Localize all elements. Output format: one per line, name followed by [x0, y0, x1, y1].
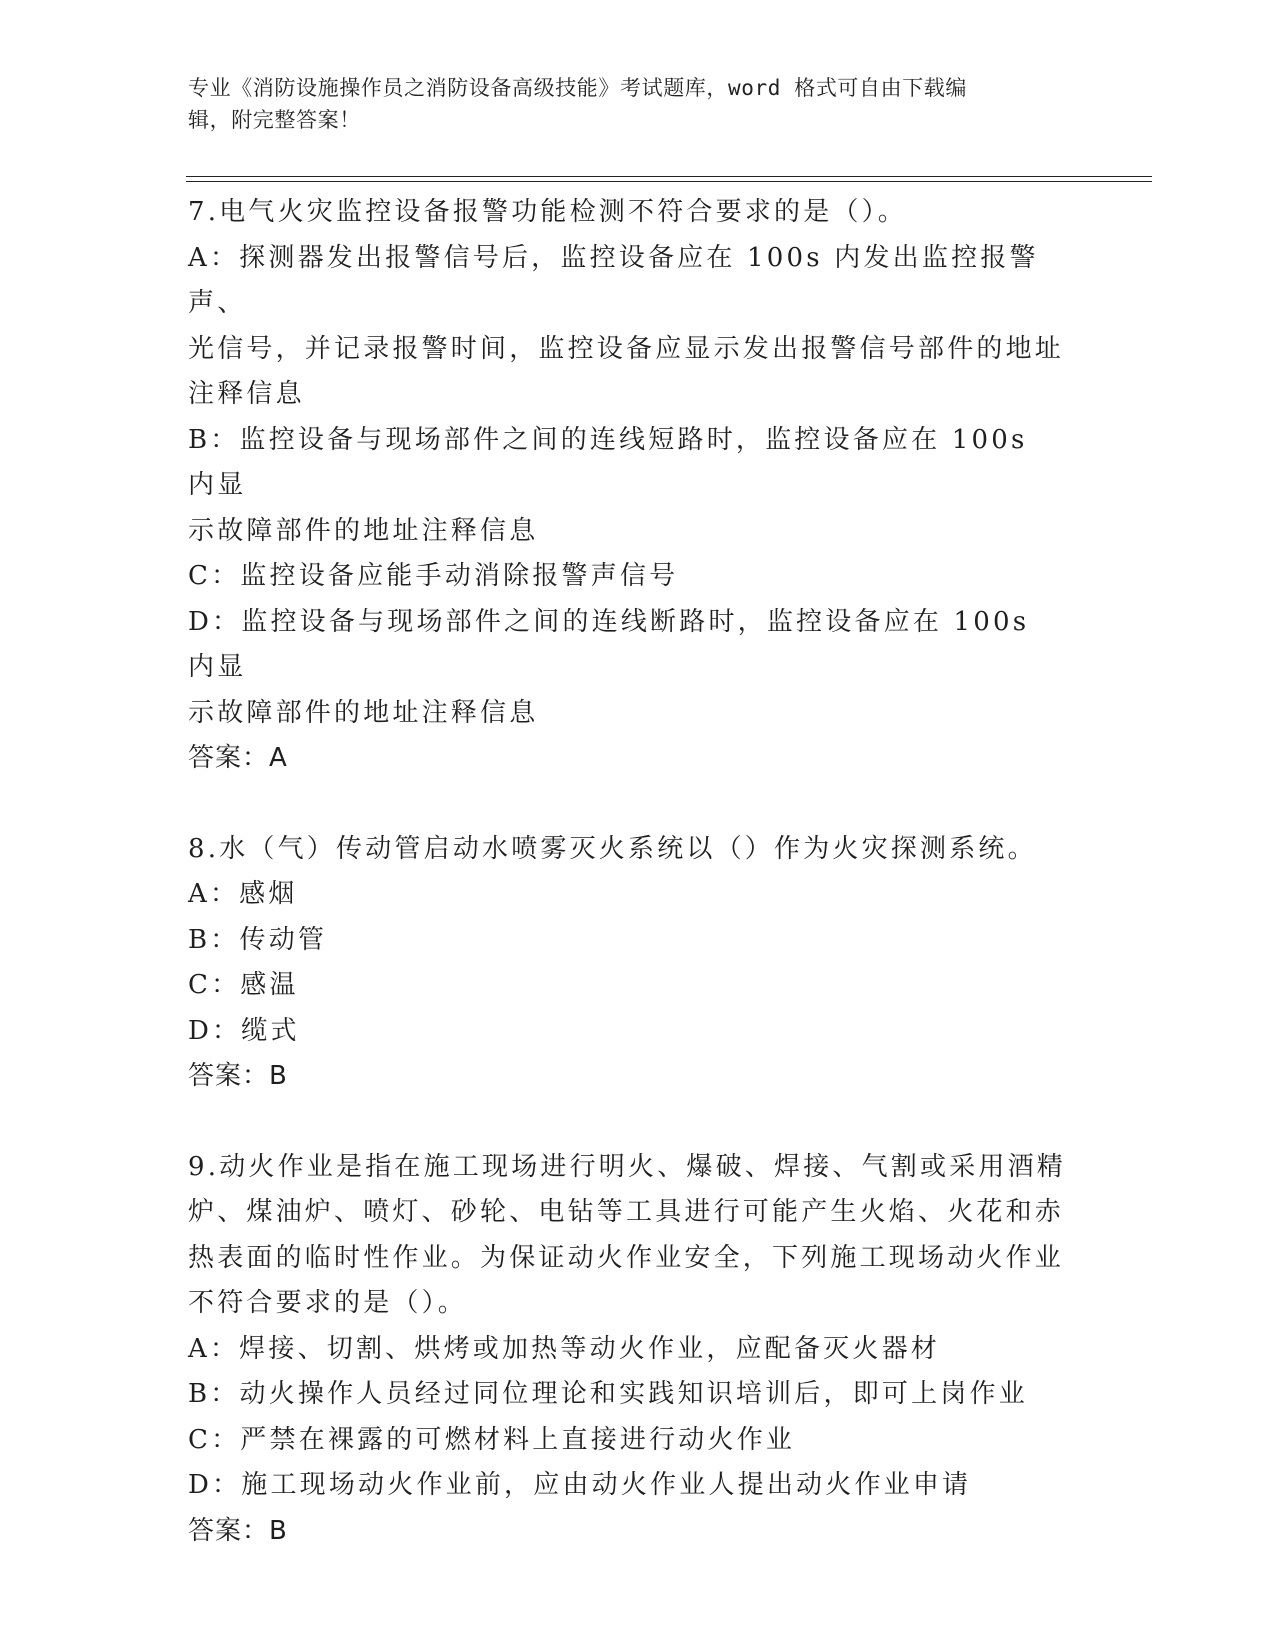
- header-line: 辑，附完整答案！: [188, 108, 361, 132]
- option-text: B：传动管: [188, 924, 328, 955]
- option-text: 注释信息: [188, 379, 305, 409]
- option-text: A：探测器发出报警信号后，监控设备应在 100s 内发出监控报警声、: [188, 242, 1039, 318]
- option-text: D：缆式: [188, 1015, 300, 1046]
- answer-text: 答案：A: [188, 743, 288, 773]
- option-text: 光信号，并记录报警时间，监控设备应显示发出报警信号部件的地址: [188, 333, 1065, 364]
- option-text: 示故障部件的地址注释信息: [188, 515, 539, 546]
- spacer: [188, 1100, 1068, 1145]
- option-text: A：焊接、切割、烘烤或加热等动火作业，应配备灭火器材: [188, 1333, 940, 1364]
- question-8: [188, 827, 1068, 1100]
- question-stem: 热表面的临时性作业。为保证动火作业安全，下列施工现场动火作业: [188, 1242, 1065, 1273]
- header-line: 专业《消防设施操作员之消防设备高级技能》考试题库，word 格式可自由下载编: [188, 76, 968, 100]
- question-9: [188, 1145, 1068, 1555]
- spacer: [188, 782, 1068, 827]
- answer-text: 答案：B: [188, 1061, 288, 1091]
- option-text: C：感温: [188, 970, 299, 1000]
- option-text: C：监控设备应能手动消除报警声信号: [188, 561, 679, 591]
- option-text: B：动火操作人员经过同位理论和实践知识培训后，即可上岗作业: [188, 1379, 1028, 1409]
- option-text: A：感烟: [188, 879, 298, 909]
- option-text: C：严禁在裸露的可燃材料上直接进行动火作业: [188, 1424, 796, 1455]
- header-divider: [186, 181, 1152, 182]
- question-stem: 9.动火作业是指在施工现场进行明火、爆破、焊接、气割或采用酒精: [188, 1151, 1067, 1182]
- question-stem: 8.水（气）传动管启动水喷雾灭火系统以（）作为火灾探测系统。: [188, 833, 1037, 864]
- option-text: B：监控设备与现场部件之间的连线短路时，监控设备应在 100s 内显: [188, 424, 1028, 500]
- question-list: [188, 190, 1068, 1554]
- option-text: 示故障部件的地址注释信息: [188, 697, 539, 728]
- question-stem: 7.电气火灾监控设备报警功能检测不符合要求的是（）。: [188, 197, 908, 227]
- question-7: [188, 190, 1068, 782]
- option-text: D：施工现场动火作业前，应由动火作业人提出动火作业申请: [188, 1470, 972, 1500]
- document-header: [188, 72, 1068, 136]
- question-stem: 不符合要求的是（）。: [188, 1288, 468, 1318]
- question-stem: 炉、煤油炉、喷灯、砂轮、电钻等工具进行可能产生火焰、火花和赤: [188, 1197, 1065, 1227]
- option-text: D：监控设备与现场部件之间的连线断路时，监控设备应在 100s 内显: [188, 606, 1030, 682]
- answer-text: 答案：B: [188, 1515, 288, 1546]
- header-divider: [186, 176, 1152, 177]
